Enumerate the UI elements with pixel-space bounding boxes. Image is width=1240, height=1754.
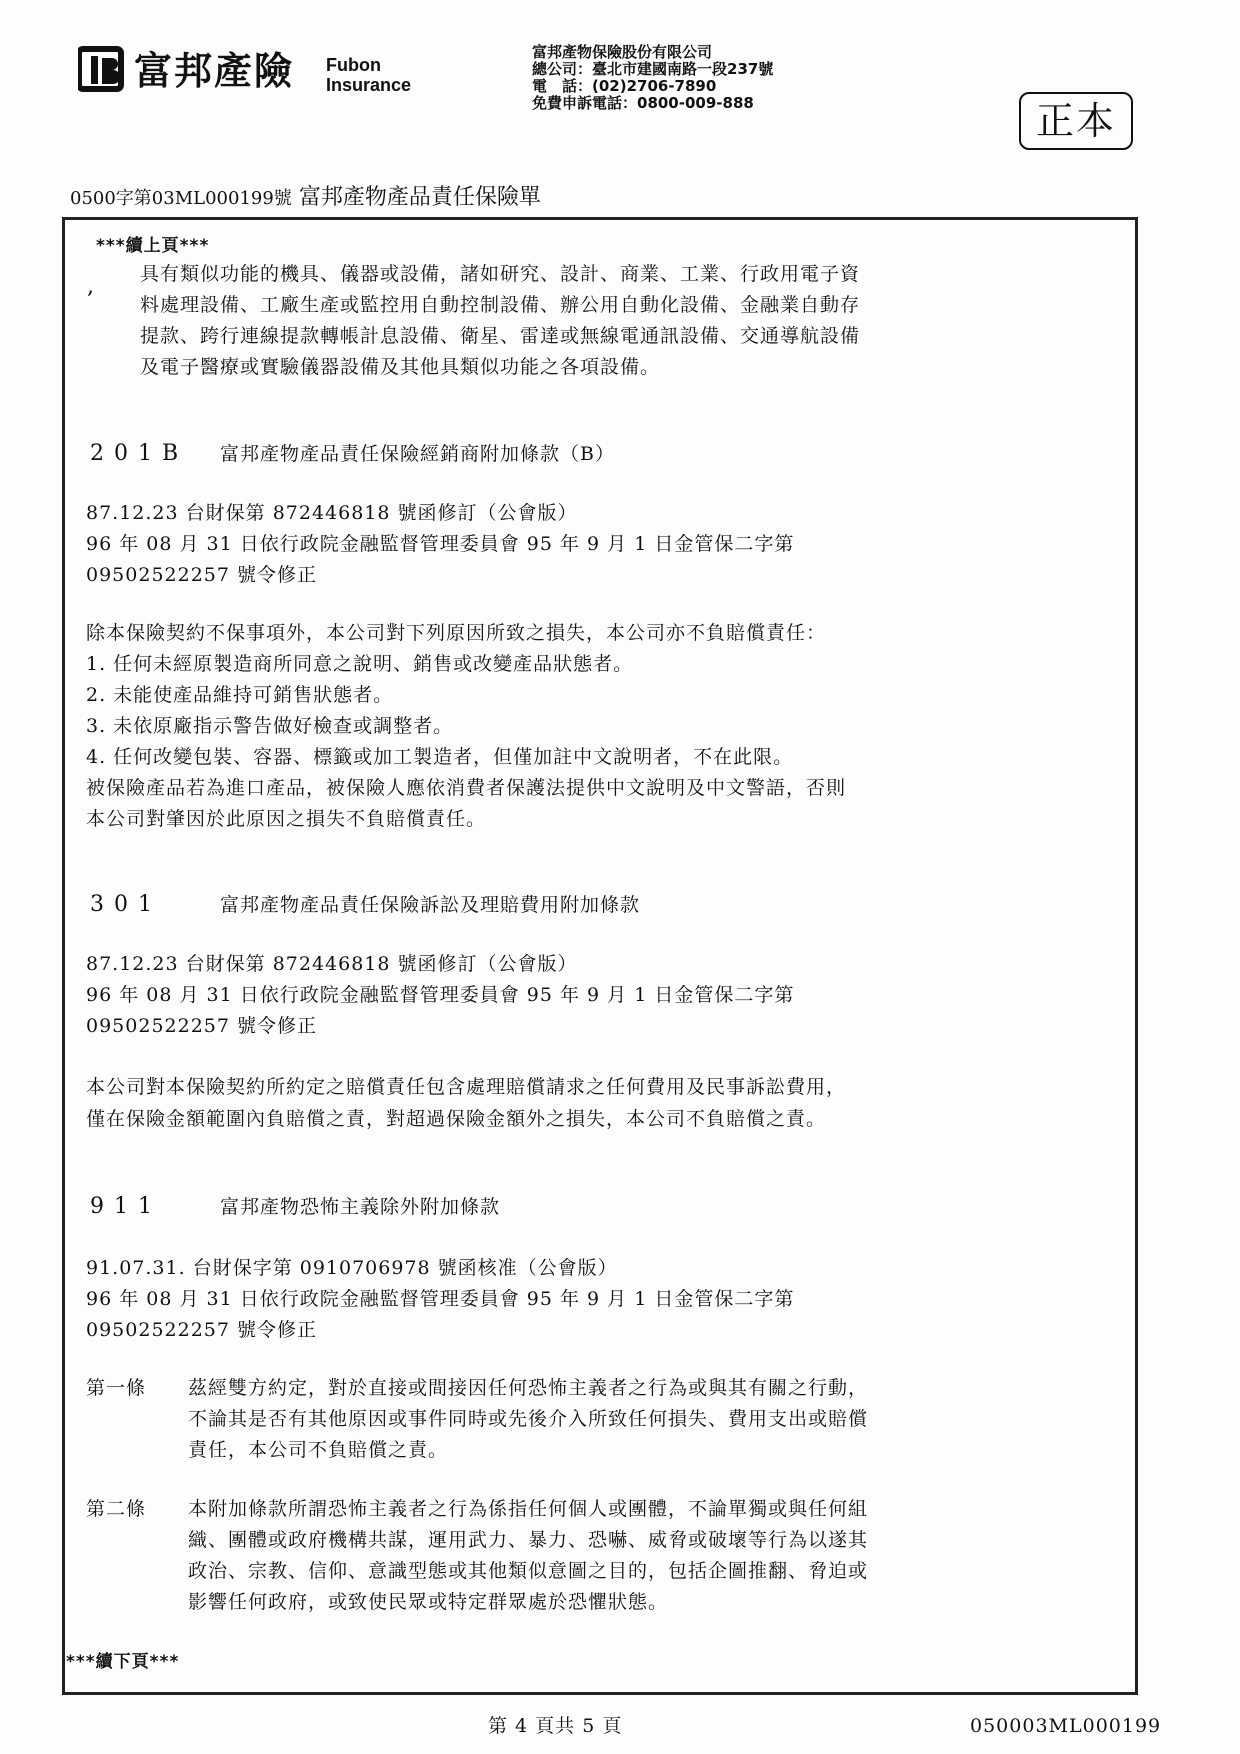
brand-name-chinese: 富邦產險 [134,49,295,93]
article-label: 第一條 [86,1377,147,1399]
article-line: 責任，本公司不負賠償之責。 [188,1439,449,1461]
intro-line: 具有類似功能的機具、儀器或設備，諸如研究、設計、商業、工業、行政用電子資 [140,263,861,285]
section-ref-line: 91.07.31. 台財保字第 0910706978 號函核准（公會版） [86,1257,618,1279]
article-line: 影響任何政府，或致使民眾或特定群眾處於恐懼狀態。 [188,1591,669,1613]
policy-name: 富邦產物產品責任保險單 [298,185,541,210]
continued-from-previous: ***續上頁*** [96,236,210,256]
section-ref-line: 96 年 08 月 31 日依行政院金融監督管理委員會 95 年 9 月 1 日金管保二字第 [86,984,795,1006]
section-body-line: 僅在保險金額範圍內負賠償之責，對超過保險金額外之損失，本公司不負賠償之責。 [86,1108,827,1130]
section-ref-line: 96 年 08 月 31 日依行政院金融監督管理委員會 95 年 9 月 1 日金管保二字第 [86,533,795,555]
section-title: 富邦產物產品責任保險訴訟及理賠費用附加條款 [220,894,641,916]
section-code: 201B [90,441,189,466]
article-label: 第二條 [86,1498,147,1520]
section-title: 富邦產物恐怖主義除外附加條款 [220,1196,501,1218]
section-ref-line: 87.12.23 台財保第 872446818 號函修訂（公會版） [86,502,578,524]
article-line: 織、團體或政府機構共謀，運用武力、暴力、恐嚇、威脅或破壞等行為以遂其 [188,1529,869,1551]
section-ref-line: 09502522257 號令修正 [86,564,318,586]
company-hotline: 免費申訴電話：0800-009-888 [532,94,754,112]
section-body-line: 本公司對本保險契約所約定之賠償責任包含處理賠償請求之任何費用及民事訴訟費用， [86,1076,847,1098]
fubon-logo-icon [78,46,124,92]
section-body-line: 4. 任何改變包裝、容器、標籤或加工製造者，但僅加註中文說明者，不在此限。 [86,746,794,768]
intro-line: 及電子醫療或實驗儀器設備及其他具類似功能之各項設備。 [140,356,661,378]
brand-name-english [326,55,411,95]
bleed-through-watermark [1050,40,1220,100]
page-number: 第 4 頁共 5 頁 [488,1715,623,1737]
brand-en-line-2: Insurance [326,75,412,95]
article-line: 政治、宗教、信仰、意識型態或其他類似意圖之目的，包括企圖推翻、脅迫或 [188,1560,869,1582]
section-ref-line: 09502522257 號令修正 [86,1319,318,1341]
section-body-line: 1. 任何未經原製造商所同意之說明、銷售或改變產品狀態者。 [86,653,634,675]
company-name: 富邦產物保險股份有限公司 [532,43,713,61]
section-body-line: 本公司對肇因於此原因之損失不負賠償責任。 [86,808,487,830]
section-body-line: 2. 未能使產品維持可銷售狀態者。 [86,684,394,706]
intro-line: 料處理設備、工廠生產或監控用自動控制設備、辦公用自動化設備、金融業自動存 [140,294,861,316]
article-line: 茲經雙方約定，對於直接或間接因任何恐怖主義者之行為或與其有關之行動， [188,1377,869,1399]
section-body-line: 3. 未依原廠指示警告做好檢查或調整者。 [86,715,454,737]
article-line: 不論其是否有其他原因或事件同時或先後介入所致任何損失、費用支出或賠償 [188,1408,869,1430]
section-code: 301 [90,892,162,917]
policy-title [70,180,541,211]
section-body-line: 除本保險契約不保事項外，本公司對下列原因所致之損失，本公司亦不負賠償責任： [86,622,827,644]
section-body-line: 被保險產品若為進口產品，被保險人應依消費者保護法提供中文說明及中文警語，否則 [86,777,847,799]
brand-en-line-1: Fubon [326,55,381,75]
section-ref-line: 96 年 08 月 31 日依行政院金融監督管理委員會 95 年 9 月 1 日金管保二字第 [86,1288,795,1310]
continued-to-next: ***續下頁*** [66,1652,180,1672]
margin-mark: , [87,274,94,299]
company-phone: 電 話：(02)2706-7890 [532,77,717,95]
footer-policy-number: 050003ML000199 [970,1715,1162,1737]
section-title: 富邦產物產品責任保險經銷商附加條款（B） [220,443,615,465]
company-info [532,44,773,112]
section-ref-line: 87.12.23 台財保第 872446818 號函修訂（公會版） [86,953,578,975]
original-copy-stamp: 正本 [1019,92,1133,150]
company-address: 總公司：臺北市建國南路一段237號 [532,60,774,78]
intro-line: 提款、跨行連線提款轉帳計息設備、衛星、雷達或無線電通訊設備、交通導航設備 [140,325,861,347]
section-code: 911 [90,1194,162,1219]
policy-number: 0500字第03ML000199號 [70,188,292,209]
article-line: 本附加條款所謂恐怖主義者之行為係指任何個人或團體，不論單獨或與任何組 [188,1498,869,1520]
section-ref-line: 09502522257 號令修正 [86,1015,318,1037]
